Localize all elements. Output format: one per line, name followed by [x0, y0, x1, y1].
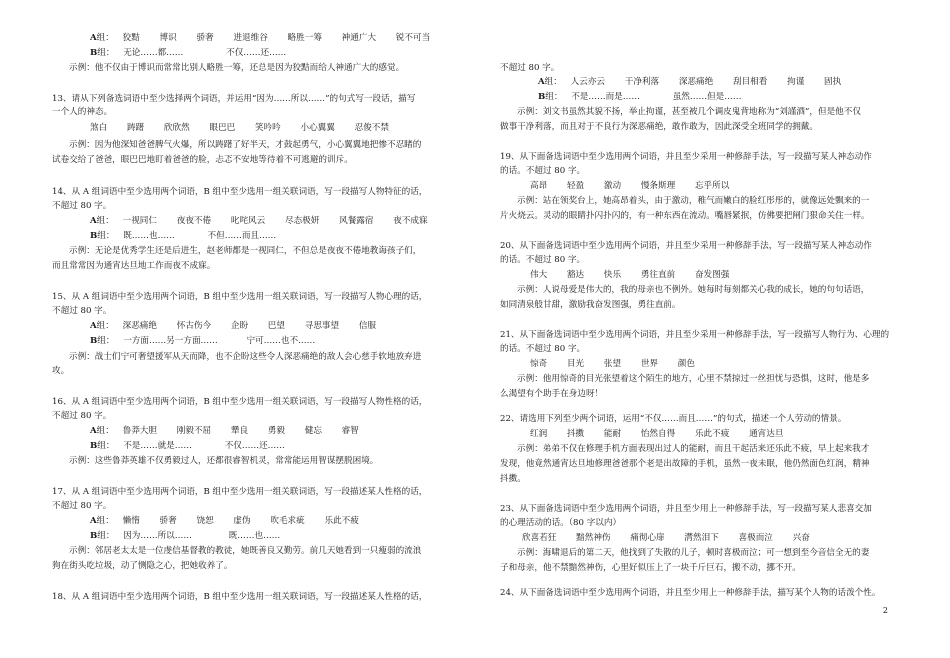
word: 红润 — [530, 429, 548, 439]
word: 不仅……还…… — [224, 441, 285, 451]
group-label-sep: 组： — [97, 531, 115, 541]
q14-group-a — [90, 215, 445, 227]
q22-words — [530, 428, 800, 440]
word: 欣喜若狂 — [522, 533, 557, 543]
word: 不是……而是…… — [571, 92, 640, 102]
q13-words — [90, 122, 406, 134]
q16-prompt-cont: 不超过 80 字。 — [52, 411, 112, 421]
word: 怡然自得 — [640, 429, 676, 439]
group-label-sep: 组： — [545, 92, 563, 102]
word: 喜极而泣 — [738, 533, 773, 543]
q17-example-cont: 狗在街头吃垃圾，动了恻隐之心，把她收养了。 — [52, 561, 233, 571]
word: 尽态极妍 — [284, 216, 320, 226]
q23-words — [522, 532, 827, 544]
q13-example: 示例：因为他深知爸爸脾气火爆，所以踌躇了好半天，才鼓起勇气，小心翼翼地把惨不忍睹的 — [69, 140, 422, 150]
group-a-label: A — [90, 516, 97, 526]
group-a-label: A — [90, 321, 97, 331]
word: 怀古伤今 — [176, 321, 212, 331]
q23-prompt-cont: 的心理活动的话。（80 字以内） — [500, 518, 622, 528]
example-line: 示例：他不仅由于博识而常常比别人略胜一筹，还总是因为狡黠而给人神通广大的感觉。 — [69, 63, 405, 73]
q18-prompt-cont: 不超过 80 字。 — [500, 63, 560, 73]
group-label-sep: 组： — [97, 441, 115, 451]
q15-prompt: 15、从 A 组词语中至少选用两个词语，B 组中至少选用一组关联词语，写一段描写人物心理的话， — [52, 292, 428, 302]
word: 骄奢 — [159, 516, 177, 526]
q18-group-a — [538, 76, 858, 88]
word: 高昂 — [530, 181, 548, 191]
q21-example: 示例：他用惊奇的目光张望着这个陌生的地方，心里不禁掠过一丝担忧与恐惧，这时，他是多 — [517, 374, 870, 384]
word: 神通广大 — [341, 33, 377, 43]
word: 痛彻心扉 — [630, 533, 665, 543]
q18-example: 示例：刘文书虽然其貌不扬，举止拘谨，甚至被几个调皮鬼背地称为“刘謹酒”，但是他不仅 — [517, 107, 861, 117]
word: 乐此不疲 — [694, 429, 730, 439]
q19-example-cont: 片火烧云。灵动的眼睛扑闪扑闪的，有一种东西在流动。嘴唇紧抿，仿佛要把闸门狠命关住一样。 — [500, 211, 870, 221]
group-a-label: A — [90, 216, 97, 226]
page-number: 2 — [882, 606, 888, 615]
word: 虽然……但是…… — [672, 92, 742, 102]
word: 深恶痛绝 — [678, 77, 714, 87]
q15-prompt-cont: 不超过 80 字。 — [52, 306, 112, 316]
word: 既……也…… — [123, 231, 175, 241]
group-b-label: B — [90, 231, 98, 241]
word: 世界 — [640, 359, 659, 369]
word: 慢条斯理 — [640, 181, 676, 191]
group-b-label: B — [90, 531, 98, 541]
word: 勇毅 — [267, 426, 285, 436]
q15-example-cont: 攻。 — [52, 366, 70, 376]
word: 既……也…… — [228, 531, 281, 541]
word: 黯然神伤 — [576, 533, 611, 543]
q19-prompt: 19、从下面备选词语中至少选用两个词语，并且至少采用一种修辞手法，写一段描写某人神态动作 — [500, 152, 872, 162]
q20-prompt-cont: 的话。不超过 80 字。 — [500, 255, 586, 265]
q21-prompt: 21、从下面备选词语中至少选用两个词语，并且至少采用一种修辞手法，写一段描写人物行为、心理的 — [500, 330, 890, 340]
group-label-sep: 组： — [544, 77, 562, 87]
q21-words — [530, 358, 712, 370]
word: 抖擞 — [566, 429, 585, 439]
q24-prompt: 24、从下面备选词语中至少选用两个词语，并且至少用上一种修辞手法，描写某个人物的话泼个性。 — [500, 588, 881, 598]
word: 惊奇 — [530, 359, 548, 369]
word: 深恶痛绝 — [122, 321, 157, 331]
word: 欣欣然 — [163, 123, 190, 133]
group-label-sep: 组： — [96, 216, 114, 226]
q16-group-a — [90, 425, 376, 437]
word: 刚毅不屈 — [176, 426, 212, 436]
word: 轻盈 — [566, 181, 585, 191]
q18-group-b — [538, 91, 758, 103]
word: 伟大 — [530, 270, 548, 280]
word: 乐此不疲 — [324, 516, 359, 526]
group-label-sep: 组： — [96, 321, 114, 331]
q19-prompt-cont: 的话。不超过 80 字。 — [500, 166, 586, 176]
word: 吹毛求疵 — [270, 516, 305, 526]
word: 拘谨 — [787, 77, 805, 87]
q15-group-a — [90, 320, 393, 332]
word: 眼巴巴 — [209, 123, 236, 133]
word: 夜夜不倦 — [176, 216, 212, 226]
word: 人云亦云 — [570, 77, 605, 87]
q20-words — [530, 269, 746, 281]
q23-prompt: 23、从下面备选词语中至少选用两个词语，并且至少用上一种修辞手法，写一段描写某人悲喜交加 — [500, 504, 872, 514]
q13-prompt-cont: 一个人的神态。 — [52, 107, 113, 117]
q13-example-cont: 试卷交给了爸爸，眼巴巴地盯着爸爸的脸，忐忑不安地等待着不可逃避的训斥。 — [52, 155, 353, 165]
word: 犟良 — [230, 426, 249, 436]
group-b-row — [90, 47, 303, 59]
q15-group-b — [90, 335, 332, 347]
word: 刮目相看 — [732, 77, 768, 87]
word: 能耐 — [603, 429, 622, 439]
word: 小心翼翼 — [300, 123, 335, 133]
group-a-label: A — [538, 77, 545, 87]
word: 略胜一筹 — [287, 33, 322, 43]
q14-example: 示例：无论是优秀学生还是后进生，赵老师都是一视同仁，不但总是夜夜不倦地教诲孩子们， — [69, 246, 422, 256]
group-a-label: A — [90, 33, 97, 43]
word: 颜色 — [677, 359, 695, 369]
q16-prompt: 16、从 A 组词语中至少选用两个词语，B 组中至少选用一组关联词语，写一段描写人物性格的话， — [52, 397, 428, 407]
q22-example: 示例：弟弟不仅在修理手机方面表现出过人的能耐，而且干起活来还乐此不疲，早上起来我才 — [517, 444, 870, 454]
word: 笑吟吟 — [254, 123, 281, 133]
q15-example: 示例：战士们宁可奢望援军从天而降，也不企盼这些令人深恶痛绝的敌人会心慈手软地放弃进 — [69, 352, 422, 362]
q20-prompt: 20、从下面备选词语中至少选用两个词语，并且至少采用一种修辞手法，写一段描写某人神态动作 — [500, 241, 872, 251]
group-label-sep: 组： — [96, 33, 114, 43]
word: 张望 — [603, 359, 622, 369]
word: 骄奢 — [196, 33, 214, 43]
q20-example-cont: 如同清泉般甘甜，激励我奋发图强，勇往直前。 — [500, 300, 681, 310]
group-label-sep: 组： — [97, 231, 115, 241]
q16-group-b — [90, 440, 302, 452]
q14-group-b — [90, 230, 293, 242]
q14-prompt-cont: 不超过 80 字。 — [52, 201, 112, 211]
word: 博识 — [159, 33, 177, 43]
q23-example: 示例：海啸退后的第二天，他找到了失散的儿子，顿时喜极而泣；可一想到至今音信全无的妻 — [517, 548, 870, 558]
word: 不是……就是…… — [123, 441, 192, 451]
word: 信服 — [358, 321, 377, 331]
word: 干净利落 — [624, 77, 660, 87]
group-b-label: B — [538, 92, 546, 102]
word: 忍俊不禁 — [354, 123, 389, 133]
word: 忘乎所以 — [694, 181, 730, 191]
word: 一视同仁 — [122, 216, 157, 226]
q14-example-cont: 而且常常因为通宵达旦地工作而夜不成寐。 — [52, 261, 216, 271]
q21-prompt-cont: 的话。不超过 80 字。 — [500, 344, 586, 354]
q17-prompt: 17、从 A 组词语中至少选用两个词语，B 组中至少选用一组关联词语，写一段描述某人性格的话， — [52, 487, 428, 497]
word: 煞白 — [90, 123, 108, 133]
q22-example-cont2: 抖擞。 — [500, 474, 526, 484]
word: 潸然泪下 — [684, 533, 719, 543]
word: 奋发图强 — [694, 270, 730, 280]
q14-prompt: 14、从 A 组词语中至少选用两个词语，B 组中至少选用一组关联词语，写一段描写人物特征的话， — [52, 187, 428, 197]
word: 巴望 — [267, 321, 285, 331]
q22-prompt: 22、请选用下列至少两个词语，运用“不仅……而且……”的句式，描述一个人劳动的情景。 — [500, 414, 847, 424]
word: 懒惰 — [122, 516, 140, 526]
word: 不仅……还…… — [226, 48, 287, 58]
group-a-row — [90, 32, 447, 44]
word: 豁达 — [566, 270, 585, 280]
q13-prompt: 13、请从下列备选词语中至少选择两个词语，并运用“因为……所以……”的句式写一段话，描写 — [52, 94, 416, 104]
group-b-label: B — [90, 48, 98, 58]
q17-example: 示例：邻居老太太是一位虔信基督教的教徒，她既善良又勤劳。前几天她看到一只瘦弱的流浪 — [69, 546, 422, 556]
word: 无论……都…… — [123, 48, 184, 58]
word: 快乐 — [603, 270, 622, 280]
q20-example: 示例：人说母爱是伟大的，我的母亲也不例外。她每时每刻都关心我的成长，她的句句话语， — [517, 285, 870, 295]
q21-example-cont: 么渴望有个助手在身边呀！ — [500, 389, 604, 399]
word: 不但……而且…… — [207, 231, 277, 241]
word: 一方面……另一方面…… — [123, 336, 218, 346]
word: 勇往直前 — [640, 270, 676, 280]
word: 健忘 — [304, 426, 322, 436]
q22-example-cont: 发现，他竟然通宵达旦地修理爸爸那个老是出故障的手机，虽然一夜未眠，他仍然面色红润，精神 — [500, 459, 870, 469]
word: 兴奋 — [792, 533, 810, 543]
word: 因为……所以…… — [123, 531, 192, 541]
q17-prompt-cont: 不超过 80 字。 — [52, 501, 112, 511]
word: 宁可……也不…… — [246, 336, 316, 346]
q23-example-cont: 子和母亲，他不禁黯然神伤，心里好似压上了一块千斤巨石，搬不动，挪不开。 — [500, 563, 801, 573]
q18-prompt: 18、从 A 组词语中至少选用两个词语，B 组中至少选用一组关联词语，写一段描述某人性格的话， — [52, 592, 428, 602]
word: 叱咤风云 — [230, 216, 266, 226]
group-label-sep: 组： — [97, 336, 115, 346]
word: 睿智 — [341, 426, 359, 436]
group-b-label: B — [90, 441, 98, 451]
group-label-sep: 组： — [96, 516, 114, 526]
group-label-sep: 组： — [96, 426, 114, 436]
word: 鲁莽大胆 — [122, 426, 157, 436]
q19-example: 示例：站在领奖台上，她高昂着头，由于激动，稚气而嫩白的脸红彤彤的，就像远处飘来的一 — [517, 196, 870, 206]
word: 风餐露宿 — [339, 216, 374, 226]
group-label-sep: 组： — [97, 48, 115, 58]
q18-example-cont: 做事干净利落，而且对于不良行为深恶痛绝，敢作敢为，因此深受全班同学的拥戴。 — [500, 122, 818, 132]
group-b-label: B — [90, 336, 98, 346]
word: 企盼 — [230, 321, 249, 331]
word: 进退维谷 — [233, 33, 268, 43]
group-a-label: A — [90, 426, 97, 436]
word: 激动 — [603, 181, 622, 191]
word: 通宵达旦 — [749, 429, 784, 439]
q17-group-a — [90, 515, 376, 527]
q16-example: 示例：这些鲁莽英雄不仅勇毅过人，还都很睿智机灵，常常能运用智谋摆脱困境。 — [69, 456, 379, 466]
word: 锐不可当 — [395, 33, 431, 43]
word: 踌躇 — [126, 123, 145, 133]
word: 夜不成寐 — [393, 216, 428, 226]
word: 狡黠 — [122, 33, 140, 43]
word: 目光 — [566, 359, 585, 369]
q17-group-b — [90, 530, 297, 542]
word: 固执 — [824, 77, 842, 87]
word: 饶恕 — [196, 516, 214, 526]
word: 虚伪 — [233, 516, 251, 526]
word: 寻思事望 — [304, 321, 340, 331]
q19-words — [530, 180, 746, 192]
